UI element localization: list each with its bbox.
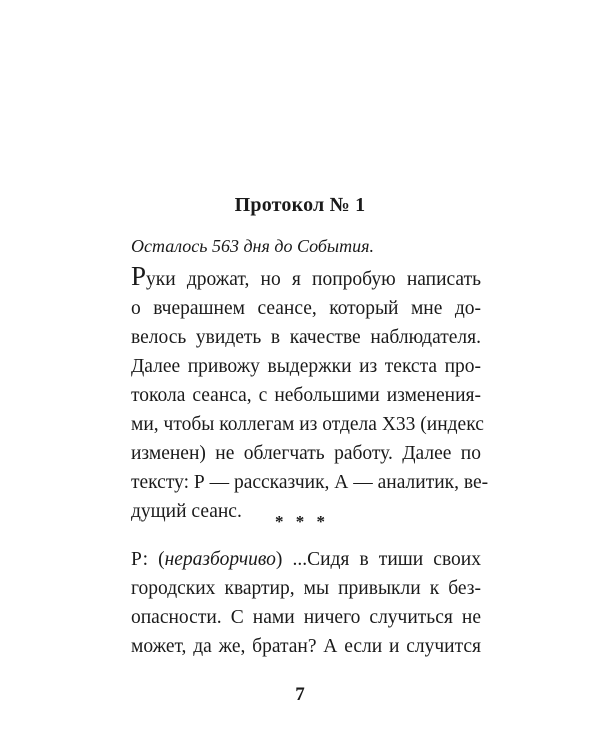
drop-cap: Р — [131, 261, 147, 291]
text-line: велось увидеть в качестве наблюдателя. — [131, 327, 481, 348]
text-line: может, да же, братан? А если и случится — [131, 636, 481, 657]
text-line: дущий сеанс. — [131, 501, 242, 522]
text-line: Далее привожу выдержки из текста про- — [131, 356, 481, 377]
text-line: токола сеанса, с небольшими изменения- — [131, 385, 481, 406]
section-separator: * * * — [275, 512, 325, 531]
text-line: городских квартир, мы привыкли к без- — [131, 578, 481, 599]
intro-paragraph — [131, 261, 489, 526]
stage-note: неразборчиво — [164, 549, 276, 570]
epigraph: Осталось 563 дня до События. — [131, 236, 374, 256]
chapter-heading: Протокол № 1 — [234, 194, 366, 216]
dialogue-paragraph — [131, 545, 481, 661]
text-line-content: уки дрожат, но я попробую написать — [146, 269, 481, 290]
text-line: тексту: Р — рассказчик, А — аналитик, ве- — [131, 472, 489, 493]
text-line-content: ...Сидя в тиши своих — [292, 549, 481, 570]
text-line — [131, 262, 481, 294]
page-number: 7 — [295, 684, 305, 705]
text-line: Р: (неразборчиво) ...Сидя в тиши своих — [131, 549, 481, 570]
text-line: опасности. С нами ничего случиться не — [131, 607, 481, 628]
speaker-label: Р: — [131, 549, 148, 570]
text-line: изменен) не облегчать работу. Далее по — [131, 443, 481, 464]
text-line: о вчерашнем сеансе, который мне до- — [131, 298, 481, 319]
text-line: ми, чтобы коллегам из отдела Х33 (индекс — [131, 414, 484, 435]
